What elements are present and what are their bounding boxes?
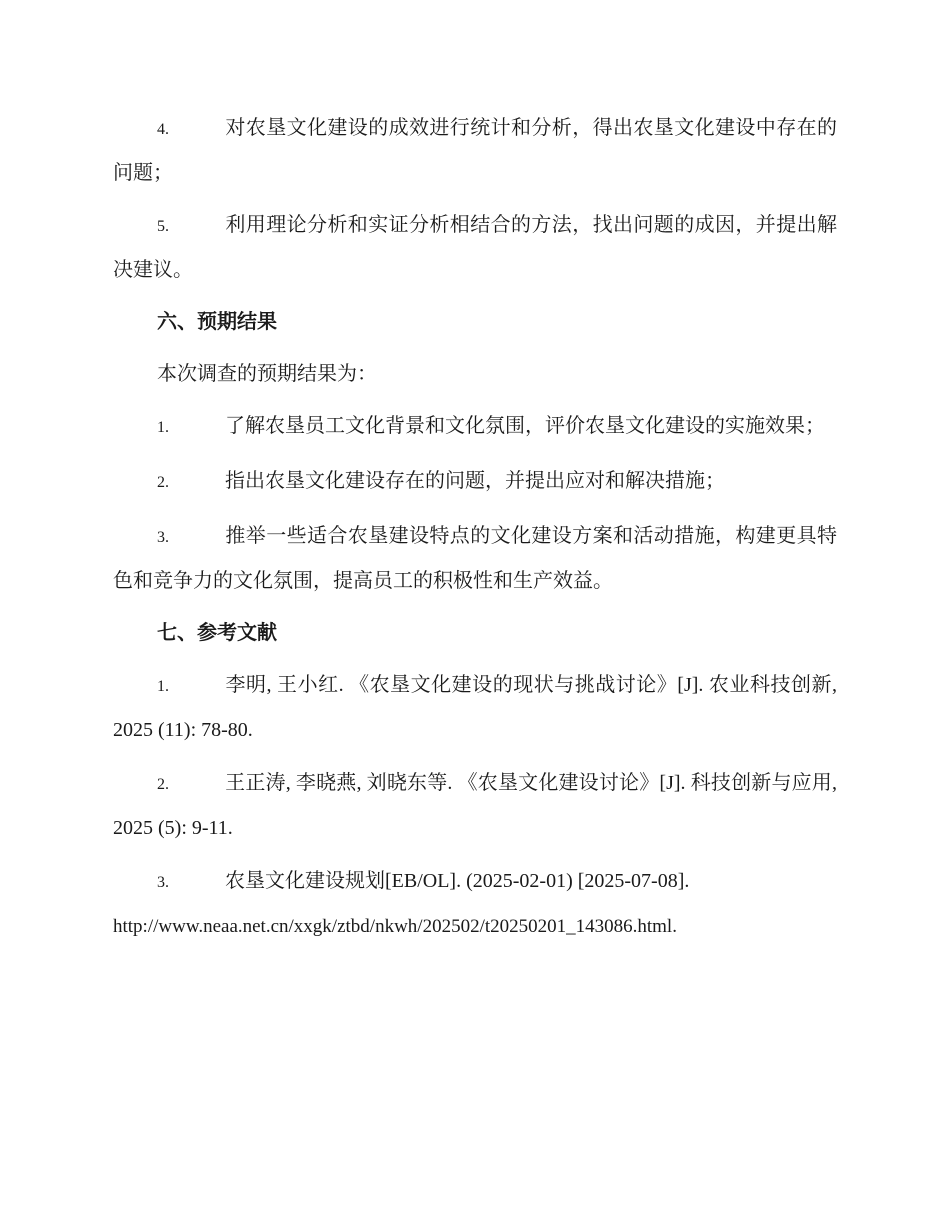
list-text: 指出农垦文化建设存在的问题，并提出应对和解决措施； bbox=[225, 468, 725, 492]
list-number: 3. bbox=[157, 874, 169, 891]
reference-text: 王正涛, 李晓燕, 刘晓东等. 《农垦文化建设讨论》[J]. 科技创新与应用, 2025 (5): 9-11. bbox=[113, 772, 837, 839]
list-number: 3. bbox=[157, 529, 169, 546]
reference-url-link[interactable]: http://www.neaa.net.cn/xxgk/ztbd/nkwh/202502/t20250201_143086.html. bbox=[113, 916, 677, 937]
list-number: 4. bbox=[157, 121, 169, 138]
result-item-2 bbox=[113, 459, 837, 504]
section-heading-expected-results: 六、预期结果 bbox=[157, 309, 277, 333]
reference-item-1 bbox=[113, 663, 837, 751]
list-number: 1. bbox=[157, 419, 169, 436]
section-heading-references: 七、参考文献 bbox=[157, 620, 277, 644]
document-page bbox=[113, 106, 837, 958]
reference-text: 农垦文化建设规划[EB/OL]. (2025-02-01) [2025-07-08]. bbox=[225, 870, 690, 892]
section-intro: 本次调查的预期结果为： bbox=[157, 361, 377, 385]
reference-item-2 bbox=[113, 761, 837, 849]
list-number: 2. bbox=[157, 474, 169, 491]
method-item-5 bbox=[113, 203, 837, 290]
list-text: 推举一些适合农垦建设特点的文化建设方案和活动措施，构建更具特色和竞争力的文化氛围，提高员工的积极性和生产效益。 bbox=[113, 523, 837, 592]
list-text: 了解农垦员工文化背景和文化氛围，评价农垦文化建设的实施效果； bbox=[225, 413, 825, 437]
list-text: 对农垦文化建设的成效进行统计和分析，得出农垦文化建设中存在的问题； bbox=[113, 115, 837, 184]
list-number: 5. bbox=[157, 218, 169, 235]
reference-text: 李明, 王小红. 《农垦文化建设的现状与挑战讨论》[J]. 农业科技创新, 2025 (11): 78-80. bbox=[113, 674, 837, 741]
list-number: 2. bbox=[157, 776, 169, 793]
result-item-1 bbox=[113, 404, 837, 449]
list-text: 利用理论分析和实证分析相结合的方法，找出问题的成因，并提出解决建议。 bbox=[113, 212, 837, 281]
reference-item-3 bbox=[113, 859, 837, 948]
result-item-3 bbox=[113, 514, 837, 601]
list-number: 1. bbox=[157, 678, 169, 695]
method-item-4 bbox=[113, 106, 837, 193]
